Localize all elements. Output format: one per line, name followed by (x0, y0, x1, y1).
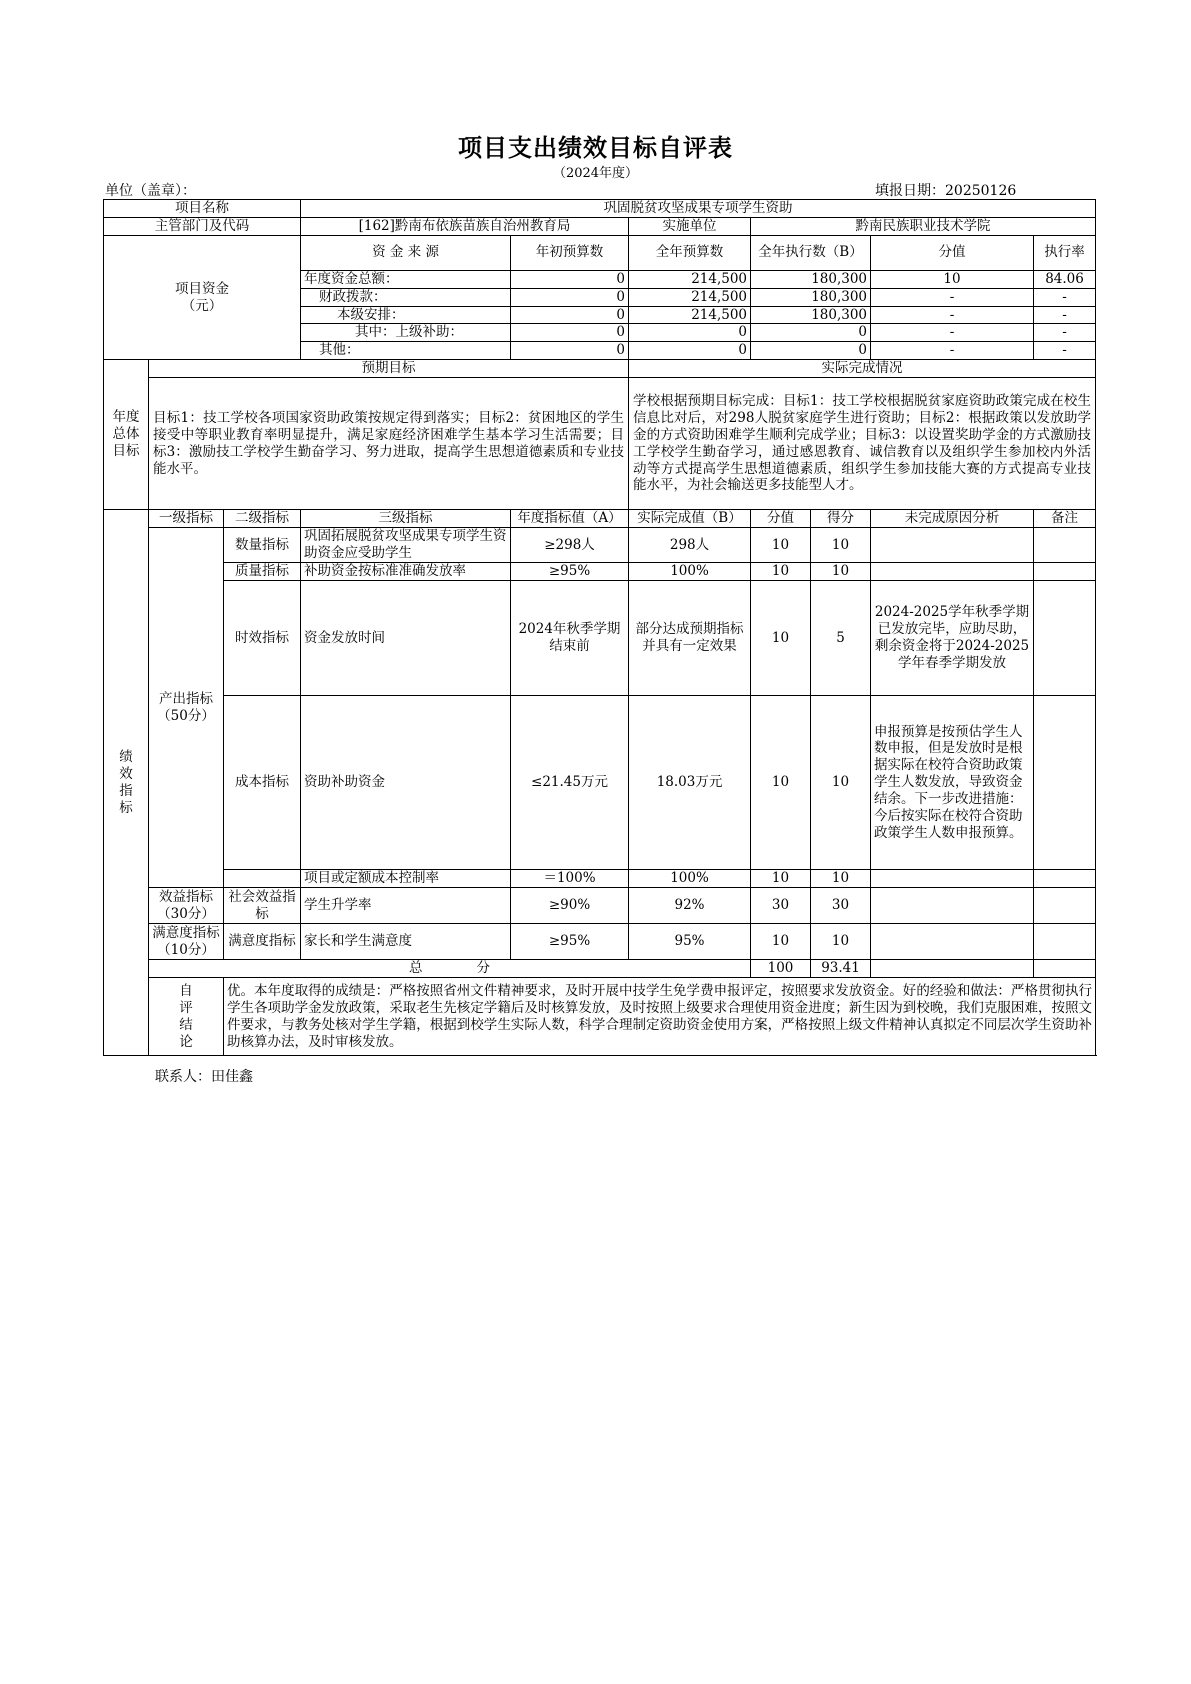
ind-header-reason: 未完成原因分析 (871, 510, 1034, 528)
funds-rate: - (1034, 288, 1096, 306)
total-score-value: 100 (751, 960, 811, 978)
goals-label: 年度总体目标 (112, 409, 140, 460)
ind-header-level2: 二级指标 (224, 510, 301, 528)
ind-header-actual: 实际完成值（B） (629, 510, 751, 528)
indicator-actual: 92% (629, 888, 751, 924)
ind-header-target: 年度指标值（A） (511, 510, 629, 528)
funds-header-score-value: 分值 (871, 236, 1034, 271)
funds-header-source: 资 金 来 源 (301, 236, 511, 271)
indicator-note (1034, 581, 1096, 696)
funds-unit: （元） (181, 297, 223, 314)
total-score: 93.41 (811, 960, 871, 978)
ind-header-level1: 一级指标 (149, 510, 224, 528)
indicator-score-value: 30 (751, 888, 811, 924)
total-reason (871, 960, 1034, 978)
conclusion-section-label (149, 978, 224, 1056)
output-indicator-label (149, 528, 224, 888)
indicator-target: 2024年秋季学期结束前 (511, 581, 629, 696)
ind-header-level3: 三级指标 (301, 510, 511, 528)
funds-header-executed: 全年执行数（B） (751, 236, 871, 271)
indicator-score: 5 (811, 581, 871, 696)
funds-initial: 0 (511, 324, 629, 342)
indicator-reason: 申报预算是按预估学生人数申报，但是发放时是根据实际在校符合资助政策学生人数发放，导致资金结余。下一步改进措施：今后按实际在校符合资助政策学生人数申报预算。 (871, 696, 1034, 870)
level3-indicator: 资助补助资金 (301, 696, 511, 870)
dept-value: [162]黔南布依族苗族自治州教育局 (301, 218, 629, 236)
funds-source: 财政拨款： (301, 288, 511, 306)
indicator-score: 10 (811, 696, 871, 870)
total-label: 总 分 (149, 960, 751, 978)
level3-indicator: 补助资金按标准准确发放率 (301, 563, 511, 581)
goals-section-label (104, 360, 149, 510)
report-year: （2024年度） (552, 166, 639, 181)
indicator-target: ≥90% (511, 888, 629, 924)
funds-rate: - (1034, 324, 1096, 342)
indicator-row (104, 870, 1096, 888)
level2-indicator: 数量指标 (224, 528, 301, 563)
indicator-note (1034, 924, 1096, 960)
funds-annual: 214,500 (629, 288, 751, 306)
indicators-section-label (104, 510, 149, 1056)
ind-header-score: 得分 (811, 510, 871, 528)
funds-rate: - (1034, 306, 1096, 324)
funds-annual: 214,500 (629, 270, 751, 288)
funds-rate: 84.06 (1034, 270, 1096, 288)
indicator-note (1034, 563, 1096, 581)
ind-header-score-value: 分值 (751, 510, 811, 528)
indicator-target: ≥298人 (511, 528, 629, 563)
indicator-reason (871, 924, 1034, 960)
funds-source: 年度资金总额： (301, 270, 511, 288)
funds-label: 项目资金 (175, 280, 229, 297)
indicator-score: 30 (811, 888, 871, 924)
funds-initial: 0 (511, 342, 629, 360)
project-name-label: 项目名称 (104, 200, 301, 218)
indicators-header-row (104, 510, 1096, 528)
indicator-note (1034, 696, 1096, 870)
indicator-actual: 100% (629, 563, 751, 581)
indicator-score-value: 10 (751, 696, 811, 870)
funds-initial: 0 (511, 288, 629, 306)
indicator-target: ≥95% (511, 924, 629, 960)
indicator-actual: 298人 (629, 528, 751, 563)
conclusion-label: 自评结论 (179, 982, 193, 1050)
indicator-reason (871, 870, 1034, 888)
indicator-score: 10 (811, 870, 871, 888)
funds-section-label (104, 236, 301, 360)
indicator-reason: 2024-2025学年秋季学期已发放完毕，应助尽助，剩余资金将于2024-2025学年春季学期发放 (871, 581, 1034, 696)
output-points: （50分） (157, 707, 215, 724)
indicator-note (1034, 888, 1096, 924)
conclusion-row (104, 978, 1096, 1056)
indicator-target: ＝100% (511, 870, 629, 888)
indicator-score: 10 (811, 924, 871, 960)
indicator-actual: 部分达成预期指标并具有一定效果 (629, 581, 751, 696)
funds-annual: 214,500 (629, 306, 751, 324)
ind-header-note: 备注 (1034, 510, 1096, 528)
self-evaluation-table (103, 199, 1096, 1056)
funds-executed: 0 (751, 324, 871, 342)
level2-indicator: 时效指标 (224, 581, 301, 696)
funds-score-value: 10 (871, 270, 1034, 288)
level3-indicator: 巩固拓展脱贫攻坚成果专项学生资助资金应受助学生 (301, 528, 511, 563)
indicator-actual: 95% (629, 924, 751, 960)
indicator-target: ≤21.45万元 (511, 696, 629, 870)
indicator-score: 10 (811, 528, 871, 563)
project-name-row (104, 200, 1096, 218)
contact-person: 联系人：田佳鑫 (155, 1069, 253, 1085)
funds-rate: - (1034, 342, 1096, 360)
funds-header-rate: 执行率 (1034, 236, 1096, 271)
funds-score-value: - (871, 342, 1034, 360)
indicator-score: 10 (811, 563, 871, 581)
funds-source: 其他： (301, 342, 511, 360)
funds-initial: 0 (511, 270, 629, 288)
indicator-score-value: 10 (751, 581, 811, 696)
funds-score-value: - (871, 306, 1034, 324)
funds-executed: 0 (751, 342, 871, 360)
level2-indicator: 社会效益指标 (224, 888, 301, 924)
indicator-reason (871, 563, 1034, 581)
goals-row (104, 378, 1096, 510)
level2-indicator: 质量指标 (224, 563, 301, 581)
indicator-row (104, 528, 1096, 563)
indicator-score-value: 10 (751, 924, 811, 960)
funds-header-initial: 年初预算数 (511, 236, 629, 271)
indicator-actual: 18.03万元 (629, 696, 751, 870)
indicator-actual: 100% (629, 870, 751, 888)
level2-indicator: 成本指标 (224, 696, 301, 870)
impl-label: 实施单位 (629, 218, 751, 236)
expected-header: 预期目标 (149, 360, 629, 378)
funds-score-value: - (871, 324, 1034, 342)
output-label: 产出指标 (159, 690, 213, 707)
funds-source: 其中：上级补助： (301, 324, 511, 342)
indicator-score-value: 10 (751, 870, 811, 888)
funds-header-row (104, 236, 1096, 271)
actual-goals: 学校根据预期目标完成：目标1：技工学校根据脱贫家庭资助政策完成在校生信息比对后，对298人脱贫家庭学生进行资助；目标2：根据政策以发放助学金的方式资助困难学生顺利完成学业；目标3：以设置奖助学金的方式激励技工学校学生勤奋学习，通过感恩教育、诚信教育以及组织学生参加校内外活动等方式提高学生思想道德素质，组织学生参加技能大赛的方式提高专业技能水平，为社会输送更多技能型人才。 (629, 378, 1096, 510)
funds-header-annual: 全年预算数 (629, 236, 751, 271)
indicator-note (1034, 528, 1096, 563)
level2-indicator: 满意度指标 (224, 924, 301, 960)
fill-date: 填报日期：20250126 (875, 183, 1017, 199)
indicator-reason (871, 528, 1034, 563)
level2-indicator (224, 870, 301, 888)
project-name: 巩固脱贫攻坚成果专项学生资助 (301, 200, 1096, 218)
level3-indicator: 项目或定额成本控制率 (301, 870, 511, 888)
indicator-reason (871, 888, 1034, 924)
funds-score-value: - (871, 288, 1034, 306)
funds-annual: 0 (629, 342, 751, 360)
funds-executed: 180,300 (751, 270, 871, 288)
funds-annual: 0 (629, 324, 751, 342)
funds-initial: 0 (511, 306, 629, 324)
total-note (1034, 960, 1096, 978)
impl-value: 黔南民族职业技术学院 (751, 218, 1096, 236)
goals-header-row (104, 360, 1096, 378)
indicator-row (104, 581, 1096, 696)
funds-executed: 180,300 (751, 288, 871, 306)
level3-indicator: 资金发放时间 (301, 581, 511, 696)
indicator-score-value: 10 (751, 528, 811, 563)
satisfaction-indicator-label: 满意度指标（10分） (149, 924, 224, 960)
expected-goals: 目标1：技工学校各项国家资助政策按规定得到落实；目标2：贫困地区的学生接受中等职业教育率明显提升，满足家庭经济困难学生基本学习生活需要；目标3：激励技工学校学生勤奋学习、努力进取，提高学生思想道德素质和专业技能水平。 (149, 378, 629, 510)
dept-label: 主管部门及代码 (104, 218, 301, 236)
unit-seal-label: 单位（盖章）： (105, 183, 196, 199)
level3-indicator: 家长和学生满意度 (301, 924, 511, 960)
level3-indicator: 学生升学率 (301, 888, 511, 924)
indicator-row (104, 888, 1096, 924)
conclusion-text: 优。本年度取得的成绩是：严格按照省州文件精神要求，及时开展中技学生免学费申报评定，按照要求发放资金。好的经验和做法：严格贯彻执行学生各项助学金发放政策，采取老生先核定学籍后及时核算发放，及时按照上级要求合理使用资金进度；新生因为到校晚，我们克服困难，按照文件要求，与教务处核对学生学籍，根据到校学生实际人数，科学合理制定资助资金使用方案，严格按照上级文件精神认真拟定不同层次学生资助补助核算办法，及时审核发放。 (224, 978, 1096, 1056)
benefit-indicator-label: 效益指标（30分） (149, 888, 224, 924)
indicator-row (104, 924, 1096, 960)
indicators-label: 绩效指标 (119, 748, 133, 816)
page-title: 项目支出绩效目标自评表 (458, 134, 733, 162)
indicator-note (1034, 870, 1096, 888)
total-row (104, 960, 1096, 978)
dept-row (104, 218, 1096, 236)
actual-header: 实际完成情况 (629, 360, 1096, 378)
indicator-row (104, 696, 1096, 870)
indicator-row (104, 563, 1096, 581)
funds-source: 本级安排： (301, 306, 511, 324)
funds-executed: 180,300 (751, 306, 871, 324)
indicator-score-value: 10 (751, 563, 811, 581)
indicator-target: ≥95% (511, 563, 629, 581)
